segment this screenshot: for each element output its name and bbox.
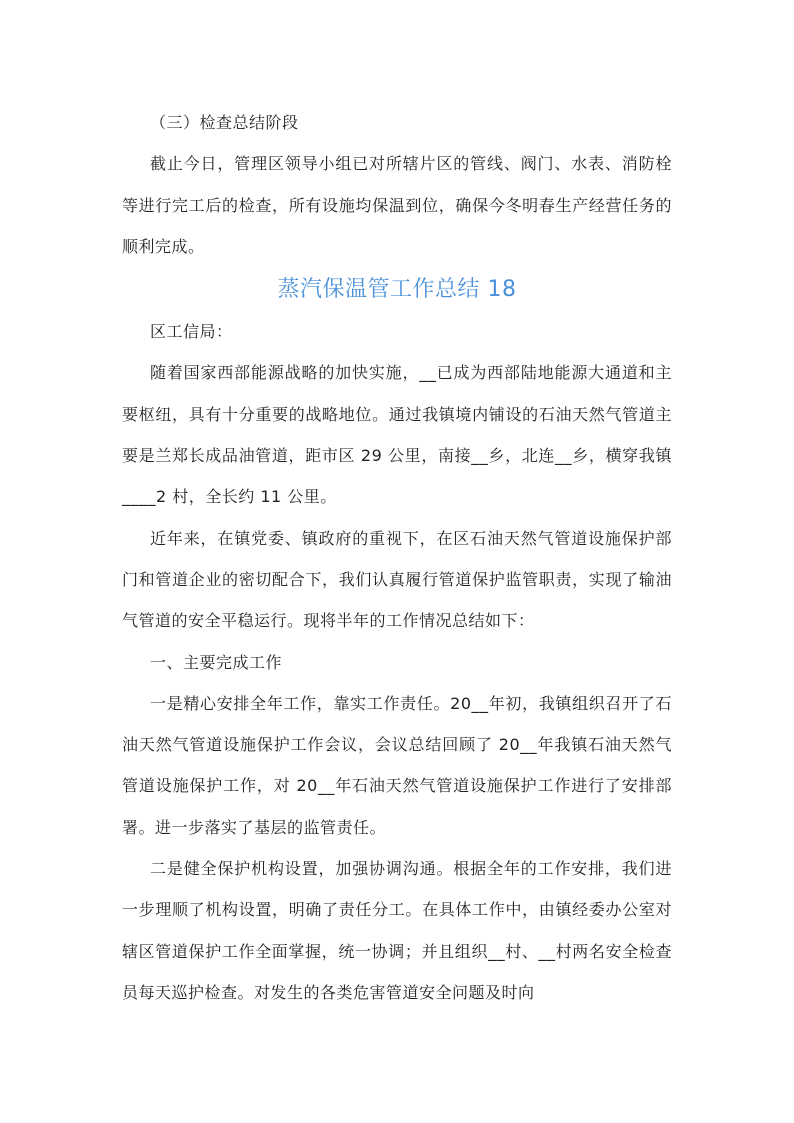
- body-paragraph: 随着国家西部能源战略的加快实施，__已成为西部陆地能源大通道和主要枢纽，具有十分重要的战略地位。通过我镇境内铺设的石油天然气管道主要是兰郑长成品油管道，距市区 29 公里，南接__乡，北连__乡，横穿我镇____2 村，全长约 11 公里。: [122, 363, 672, 507]
- body-paragraph: 二是健全保护机构设置，加强协调沟通。根据全年的工作安排，我们进一步理顺了机构设置，明确了责任分工。在具体工作中，由镇经委办公室对辖区管道保护工作全面掌握，统一协调；并且组织__村、__村两名安全检查员每天巡护检查。对发生的各类危害管道安全问题及时向: [122, 859, 672, 1002]
- document-heading: 蒸汽保温管工作总结 18: [277, 277, 517, 303]
- section-title: 一、主要完成工作: [150, 652, 283, 672]
- body-paragraph: 近年来，在镇党委、镇政府的重视下，在区石油天然气管道设施保护部门和管道企业的密切配合下，我们认真履行管道保护监管职责，实现了输油气管道的安全平稳运行。现将半年的工作情况总结如下：: [122, 528, 672, 631]
- body-paragraph: 一是精心安排全年工作，靠实工作责任。20__年初，我镇组织召开了石油天然气管道设施保护工作会议，会议总结回顾了 20__年我镇石油天然气管道设施保护工作，对 20__年石油天然气管道设施保护工作进行了安排部署。进一步落实了基层的监管责任。: [122, 693, 672, 837]
- body-paragraph: 截止今日，管理区领导小组已对所辖片区的管线、阀门、水表、消防栓等进行完工后的检查，所有设施均保温到位，确保今冬明春生产经营任务的顺利完成。: [122, 154, 672, 256]
- salutation: 区工信局：: [150, 322, 233, 342]
- subsection-title: （三）检查总结阶段: [150, 113, 299, 132]
